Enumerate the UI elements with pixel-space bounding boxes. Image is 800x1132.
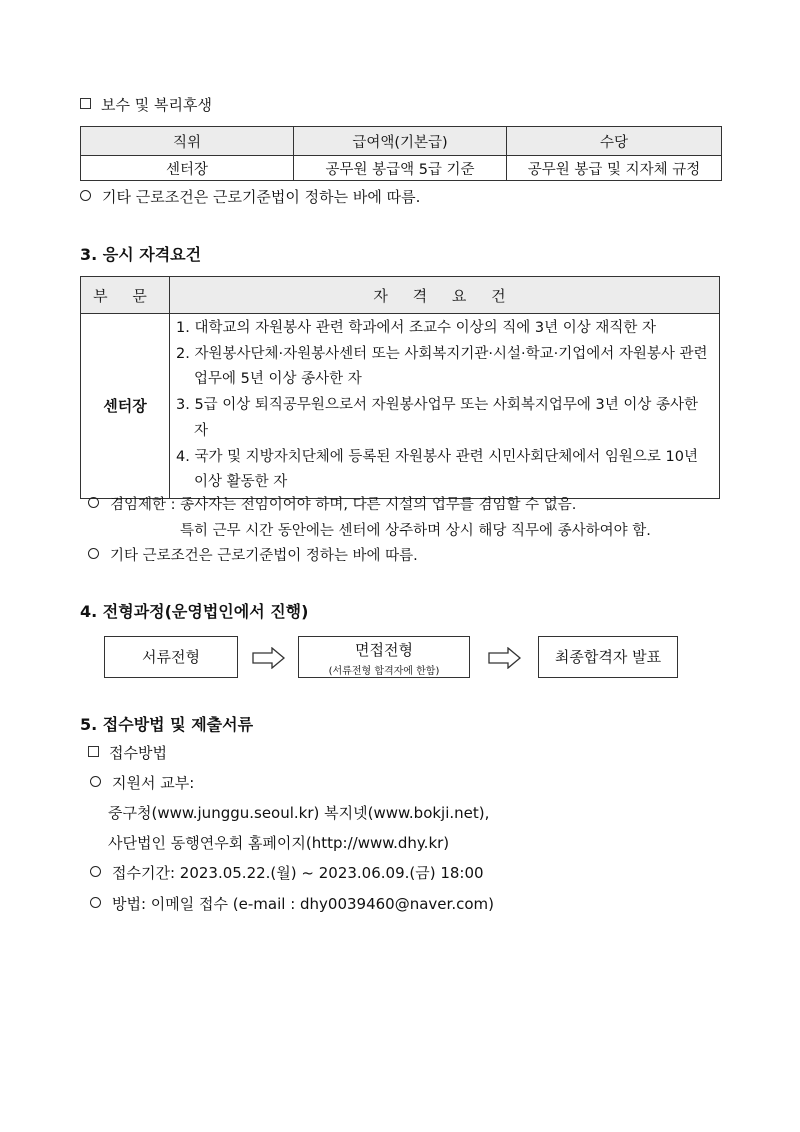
qualifications-header	[81, 277, 720, 314]
distribution-line1: 중구청(www.junggu.seoul.kr) 복지넷(www.bokji.net),	[108, 804, 490, 822]
process-step-interview	[298, 636, 470, 678]
pay-section-title: 보수 및 복리후생	[80, 94, 212, 115]
pay-table-header	[81, 127, 722, 156]
header-requirements: 자 격 요 건	[170, 277, 720, 314]
process-step-interview-note: (서류전형 합격자에 한함)	[328, 666, 440, 677]
circle-bullet-icon	[80, 190, 91, 201]
concurrent-restriction-note: 겸임제한 : 종사자는 전임이어야 하며, 다른 시설의 업무를 겸임할 수 없음.	[88, 493, 576, 514]
list-item: 2. 자원봉사단체·자원봉사센터 또는 사회복지기관·시설·학교·기업에서 자원봉사 관련 업무에 5년 이상 종사한 자	[176, 345, 708, 388]
submission-subtitle: 접수방법	[88, 742, 167, 763]
circle-bullet-icon	[90, 897, 101, 908]
pay-note: 기타 근로조건은 근로기준법이 정하는 바에 따름.	[80, 186, 420, 207]
circle-bullet-icon	[90, 776, 101, 787]
circle-bullet-icon	[90, 866, 101, 877]
right-arrow-icon	[252, 647, 286, 669]
submission-period: 접수기간: 2023.05.22.(월) ~ 2023.06.09.(금) 18:00	[90, 862, 484, 883]
process-step-final: 최종합격자 발표	[538, 636, 678, 678]
list-item: 3. 5급 이상 퇴직공무원으로서 자원봉사업무 또는 사회복지업무에 3년 이상 종사한 자	[176, 397, 698, 439]
table-row	[81, 314, 720, 499]
qualifications-note: 기타 근로조건은 근로기준법이 정하는 바에 따름.	[88, 544, 418, 565]
square-bullet-icon	[80, 98, 91, 109]
circle-bullet-icon	[88, 548, 99, 559]
distribution-line2: 사단법인 동행연우회 홈페이지(http://www.dhy.kr)	[108, 834, 450, 852]
submission-title: 5. 접수방법 및 제출서류	[80, 715, 254, 734]
cell-allowance: 공무원 봉급 및 지자체 규정	[507, 156, 722, 181]
process-step-document: 서류전형	[104, 636, 238, 678]
header-allowance: 수당	[507, 127, 722, 156]
cell-requirements	[170, 314, 720, 499]
square-bullet-icon	[88, 746, 99, 757]
table-row	[81, 156, 722, 181]
cell-position: 센터장	[81, 156, 294, 181]
process-title: 4. 전형과정(운영법인에서 진행)	[80, 602, 309, 621]
header-salary: 급여액(기본급)	[294, 127, 507, 156]
circle-bullet-icon	[88, 497, 99, 508]
submission-method: 방법: 이메일 접수 (e-mail : dhy0039460@naver.com)	[90, 893, 494, 914]
list-item: 4. 국가 및 지방자치단체에 등록된 자원봉사 관련 시민사회단체에서 임원으로 10년 이상 활동한 자	[176, 448, 698, 491]
process-step-interview-label: 면접전형	[355, 641, 413, 659]
header-position: 직위	[81, 127, 294, 156]
cell-salary: 공무원 봉급액 5급 기준	[294, 156, 507, 181]
qualifications-table	[80, 276, 720, 499]
pay-table	[80, 126, 722, 181]
cell-department: 센터장	[81, 314, 170, 499]
distribution-label: 지원서 교부:	[90, 772, 194, 793]
concurrent-restriction-note-line2: 특히 근무 시간 동안에는 센터에 상주하며 상시 해당 직무에 종사하여야 함.	[180, 523, 651, 539]
qualifications-title: 3. 응시 자격요건	[80, 245, 202, 264]
header-department: 부 문	[81, 277, 170, 314]
right-arrow-icon	[488, 647, 522, 669]
list-item: 1. 대학교의 자원봉사 관련 학과에서 조교수 이상의 직에 3년 이상 재직한 자	[176, 320, 656, 336]
